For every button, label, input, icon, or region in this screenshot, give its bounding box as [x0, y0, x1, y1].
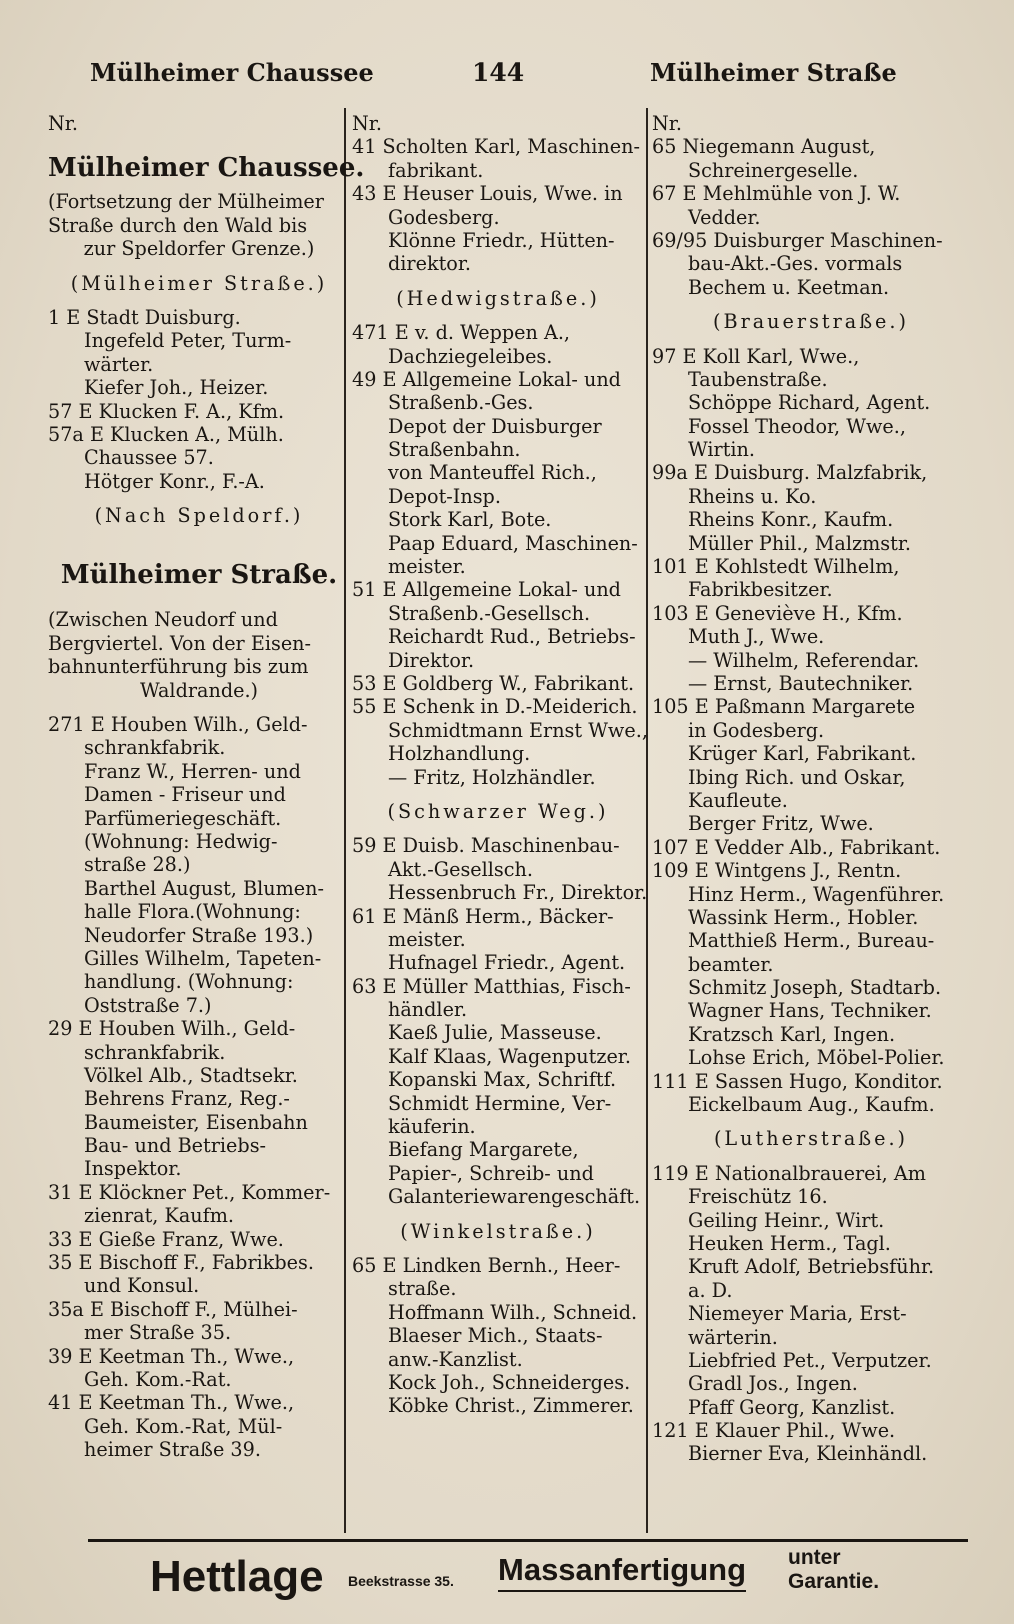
entry-line: Biefang Margarete,	[388, 1138, 579, 1162]
entry-line: schrankfabrik.	[84, 736, 226, 760]
entry-line: Fossel Theodor, Wwe.,	[688, 414, 906, 438]
spacer	[48, 295, 350, 306]
spacer	[352, 1209, 644, 1220]
entry-line: beamter.	[688, 952, 774, 976]
entry-line: 119 E Nationalbrauerei, Am	[652, 1161, 926, 1185]
entry-line: Matthieß Herm., Bureau-	[688, 929, 935, 953]
entry-line: Reichardt Rud., Betriebs-	[388, 625, 636, 649]
entry-line: Kaufleute.	[688, 788, 788, 812]
spacer	[652, 299, 970, 310]
entry-line: 49 E Allgemeine Lokal- und	[352, 367, 621, 391]
entry-line: Hötger Konr., F.-A.	[84, 469, 265, 493]
entry-line: straße.	[388, 1277, 457, 1301]
entry-line: Straßenbahn.	[388, 438, 521, 462]
entry-line: Freischütz 16.	[688, 1185, 828, 1209]
advertisement	[88, 1546, 968, 1614]
entry-line: Gradl Jos., Ingen.	[688, 1372, 858, 1396]
column-middle	[352, 112, 648, 1418]
entry-line: 105 E Paßmann Margarete	[652, 695, 916, 719]
entry-line: Fabrikbesitzer.	[688, 578, 833, 602]
entry-line: Lohse Erich, Möbel-Polier.	[688, 1046, 945, 1070]
entry-line: zienrat, Kaufm.	[84, 1204, 235, 1228]
entry-line: mer Straße 35.	[84, 1321, 232, 1345]
spacer	[652, 1151, 970, 1162]
entry-line: Pfaff Georg, Kanzlist.	[688, 1395, 896, 1419]
entry-line: direktor.	[388, 252, 471, 276]
entry-line: Taubenstraße.	[688, 367, 828, 391]
entry-line: meister.	[388, 555, 466, 579]
entry-line: Godesberg.	[388, 205, 500, 229]
entry-line: Hoffmann Wilh., Schneid.	[388, 1300, 638, 1324]
street-heading: Mülheimer Chaussee.	[48, 153, 365, 184]
entry-line: Berger Fritz, Wwe.	[688, 812, 874, 836]
entry-line: 41 Scholten Karl, Maschinen-	[352, 135, 640, 159]
spacer	[48, 261, 350, 272]
entry-line: Kopanski Max, Schriftf.	[388, 1068, 617, 1092]
entry-line: zur Speldorfer Grenze.)	[83, 237, 315, 261]
entry-line: Ingefeld Peter, Turm-	[84, 329, 292, 353]
spacer	[48, 702, 350, 713]
entry-line: Bierner Eva, Kleinhändl.	[688, 1442, 928, 1466]
entry-line: 101 E Kohlstedt Wilhelm,	[652, 555, 900, 579]
entry-line: Stork Karl, Bote.	[388, 508, 552, 532]
entry-line: Bau- und Betriebs-	[84, 1134, 267, 1158]
entry-line: käuferin.	[388, 1115, 476, 1139]
spacer	[652, 334, 970, 345]
entry-line: Akt.-Gesellsch.	[388, 857, 533, 881]
entry-line: 35a E Bischoff F., Mülhei-	[48, 1297, 298, 1321]
entry-line: 1 E Stadt Duisburg.	[48, 305, 241, 329]
entry-line: und Konsul.	[84, 1274, 200, 1298]
entry-line: Wagner Hans, Techniker.	[688, 999, 932, 1023]
spacer	[352, 789, 644, 800]
spacer	[48, 493, 350, 504]
spacer	[352, 310, 644, 321]
entry-line: Behrens Franz, Reg.-	[84, 1087, 290, 1111]
entry-line: Holzhandlung.	[388, 742, 531, 766]
spacer	[48, 597, 350, 608]
entry-line: 31 E Klöckner Pet., Kommer-	[48, 1180, 331, 1204]
entry-line: — Fritz, Holzhändler.	[388, 765, 596, 789]
spacer	[652, 1116, 970, 1127]
entry-line: a. D.	[688, 1278, 733, 1302]
entry-line: Depot der Duisburger	[388, 414, 602, 438]
entry-line: 65 Niegemann August,	[652, 135, 876, 159]
entry-line: (Fortsetzung der Mülheimer	[48, 190, 324, 214]
entry-line: Ibing Rich. und Oskar,	[688, 765, 906, 789]
entry-line: Kalf Klaas, Wagenputzer.	[388, 1044, 631, 1068]
entry-line: Krüger Karl, Fabrikant.	[688, 742, 917, 766]
cross-street: (Hedwigstraße.)	[396, 286, 600, 310]
entry-line: handlung. (Wohnung:	[84, 970, 294, 994]
entry-line: Muth J., Wwe.	[688, 625, 825, 649]
column-left	[48, 112, 365, 1462]
entry-line: Inspektor.	[84, 1157, 182, 1181]
entry-line: Klönne Friedr., Hütten-	[388, 228, 615, 252]
cross-street: (Brauerstraße.)	[712, 310, 909, 334]
entry-line: anw.-Kanzlist.	[388, 1347, 523, 1371]
page-number: 144	[472, 58, 525, 87]
entry-line: Wassink Herm., Hobler.	[688, 905, 919, 929]
running-head-right: Mülheimer Straße	[650, 58, 897, 87]
entry-line: Rheins u. Ko.	[688, 484, 817, 508]
entry-line: 29 E Houben Wilh., Geld-	[48, 1017, 296, 1041]
cross-street: (Nach Speldorf.)	[94, 504, 304, 528]
entry-line: 41 E Keetman Th., Wwe.,	[48, 1391, 295, 1415]
entry-line: 97 E Koll Karl, Wwe.,	[652, 344, 860, 368]
entry-line: — Wilhelm, Referendar.	[688, 648, 920, 672]
entry-line: Schöppe Richard, Agent.	[688, 391, 931, 415]
entry-line: Hessenbruch Fr., Direktor.	[388, 881, 648, 905]
spacer	[48, 527, 350, 553]
entry-line: 111 E Sassen Hugo, Konditor.	[652, 1069, 943, 1093]
spacer	[352, 1243, 644, 1254]
entry-line: Dachziegeleibes.	[388, 344, 553, 368]
entry-line: Blaeser Mich., Staats-	[388, 1324, 603, 1348]
entry-line: 43 E Heuser Louis, Wwe. in	[352, 182, 623, 206]
entry-line: Kock Joh., Schneiderges.	[388, 1370, 631, 1394]
ad-guarantee	[788, 1546, 879, 1594]
entry-line: 55 E Schenk in D.-Meiderich.	[352, 695, 638, 719]
column-rule	[646, 108, 648, 1533]
entry-line: Nr.	[652, 112, 682, 135]
entry-line: Nr.	[352, 112, 382, 135]
entry-line: schrankfabrik.	[84, 1040, 226, 1064]
entry-line: Parfümeriegeschäft.	[84, 806, 282, 830]
entry-line: Köbke Christ., Zimmerer.	[388, 1394, 634, 1418]
entry-line: Hufnagel Friedr., Agent.	[388, 951, 626, 975]
entry-line: händler.	[388, 998, 468, 1022]
entry-line: meister.	[388, 927, 466, 951]
entry-line: Niemeyer Maria, Erst-	[688, 1302, 907, 1326]
entry-line: 63 E Müller Matthias, Fisch-	[352, 974, 631, 998]
entry-line: 59 E Duisb. Maschinenbau-	[352, 834, 620, 858]
column-right	[652, 112, 970, 1466]
entry-line: 35 E Bischoff F., Fabrikbes.	[48, 1251, 314, 1275]
entry-line: 65 E Lindken Bernh., Heer-	[352, 1253, 621, 1277]
entry-line: 109 E Wintgens J., Rentn.	[652, 859, 902, 883]
entry-line: halle Flora.(Wohnung:	[84, 900, 301, 924]
entry-line: wärterin.	[688, 1325, 778, 1349]
entry-line: Nr.	[48, 112, 78, 135]
entry-line: Geiling Heinr., Wirt.	[688, 1208, 885, 1232]
entry-line: Hinz Herm., Wagenführer.	[688, 882, 945, 906]
ad-service: Massanfertigung	[498, 1550, 746, 1592]
entry-line: 53 E Goldberg W., Fabrikant.	[352, 671, 635, 695]
entry-line: Straßenb.-Gesellsch.	[388, 601, 591, 625]
entry-line: Kruft Adolf, Betriebsführ.	[688, 1255, 935, 1279]
entry-line: (Zwischen Neudorf und	[48, 608, 278, 632]
cross-street: (Mülheimer Straße.)	[70, 271, 328, 295]
entry-line: Oststraße 7.)	[84, 993, 212, 1017]
entry-line: Schmidt Hermine, Ver-	[388, 1091, 612, 1115]
entry-line: straße 28.)	[84, 853, 191, 877]
entry-line: 471 E v. d. Weppen A.,	[352, 321, 571, 345]
entry-line: Straßenb.-Ges.	[388, 391, 534, 415]
entry-line: von Manteuffel Rich.,	[388, 461, 597, 485]
entry-line: Gilles Wilhelm, Tapeten-	[84, 946, 322, 970]
ad-guarantee-line: unter	[788, 1546, 841, 1569]
entry-line: Müller Phil., Malzmstr.	[688, 531, 911, 555]
entry-line: 39 E Keetman Th., Wwe.,	[48, 1344, 295, 1368]
entry-line: 51 E Allgemeine Lokal- und	[352, 578, 621, 602]
entry-line: Eickelbaum Aug., Kaufm.	[688, 1093, 935, 1117]
entry-line: Barthel August, Blumen-	[84, 876, 324, 900]
entry-line: Geh. Kom.-Rat, Mül-	[84, 1414, 283, 1438]
entry-line: Direktor.	[388, 648, 475, 672]
entry-line: 61 E Mänß Herm., Bäcker-	[352, 904, 614, 928]
entry-line: Schmidtmann Ernst Wwe.,	[388, 718, 648, 742]
entry-line: heimer Straße 39.	[84, 1438, 261, 1462]
entry-line: Kratzsch Karl, Ingen.	[688, 1022, 896, 1046]
street-heading: Mülheimer Straße.	[60, 560, 338, 591]
entry-line: Straße durch den Wald bis	[48, 213, 308, 237]
ad-brand: Hettlage	[150, 1552, 324, 1601]
entry-line: Paap Eduard, Maschinen-	[388, 531, 638, 555]
entry-line: Heuken Herm., Tagl.	[688, 1231, 891, 1255]
entry-line: Waldrande.)	[139, 678, 259, 702]
entry-line: 57a E Klucken A., Mülh.	[48, 422, 284, 446]
entry-line: 69/95 Duisburger Maschinen-	[652, 228, 943, 252]
ad-guarantee-line: Garantie.	[788, 1570, 880, 1593]
spacer	[352, 823, 644, 834]
entry-line: Schmitz Joseph, Stadtarb.	[688, 976, 942, 1000]
spacer	[48, 135, 350, 146]
cross-street: (Lutherstraße.)	[713, 1127, 909, 1151]
entry-line: bau-Akt.-Ges. vormals	[688, 252, 903, 276]
entry-line: Franz W., Herren- und	[84, 759, 301, 783]
entry-line: — Ernst, Bautechniker.	[688, 671, 914, 695]
entry-line: Schreinergeselle.	[688, 158, 859, 182]
entry-line: Kaeß Julie, Masseuse.	[388, 1021, 602, 1045]
spacer	[352, 276, 644, 287]
running-head-left: Mülheimer Chaussee	[90, 58, 374, 87]
entry-line: Depot-Insp.	[388, 484, 501, 508]
entry-line: Wirtin.	[688, 438, 755, 462]
entry-line: Völkel Alb., Stadtsekr.	[84, 1063, 298, 1087]
entry-line: Baumeister, Eisenbahn	[84, 1110, 308, 1134]
entry-line: 57 E Klucken F. A., Kfm.	[48, 399, 285, 423]
entry-line: in Godesberg.	[688, 718, 825, 742]
entry-line: 271 E Houben Wilh., Geld-	[48, 713, 308, 737]
entry-line: Kiefer Joh., Heizer.	[84, 376, 269, 400]
entry-line: 103 E Geneviève H., Kfm.	[652, 601, 903, 625]
cross-street: (Winkelstraße.)	[400, 1219, 596, 1243]
entry-line: Geh. Kom.-Rat.	[84, 1367, 232, 1391]
entry-line: Liebfried Pet., Verputzer.	[688, 1348, 932, 1372]
cross-street: (Schwarzer Weg.)	[387, 799, 609, 823]
entry-line: (Wohnung: Hedwig-	[84, 829, 278, 853]
entry-line: 121 E Klauer Phil., Wwe.	[652, 1419, 896, 1443]
entry-line: Vedder.	[688, 205, 761, 229]
entry-line: Bergviertel. Von der Eisen-	[48, 631, 312, 655]
entry-line: Galanteriewarengeschäft.	[388, 1185, 641, 1209]
ad-address: Beekstrasse 35.	[348, 1573, 454, 1589]
entry-line: fabrikant.	[388, 158, 484, 182]
advertisement-rule	[88, 1539, 968, 1542]
entry-line: Neudorfer Straße 193.)	[84, 923, 314, 947]
entry-line: 33 E Gieße Franz, Wwe.	[48, 1227, 284, 1251]
entry-line: 67 E Mehlmühle von J. W.	[652, 182, 901, 206]
entry-line: Damen - Friseur und	[84, 783, 286, 807]
entry-line: Rheins Konr., Kaufm.	[688, 508, 894, 532]
entry-line: Papier-, Schreib- und	[388, 1161, 594, 1185]
entry-line: wärter.	[84, 352, 154, 376]
entry-line: 107 E Vedder Alb., Fabrikant.	[652, 835, 941, 859]
entry-line: bahnunterführung bis zum	[48, 655, 309, 679]
entry-line: Chaussee 57.	[84, 446, 214, 470]
entry-line: Bechem u. Keetman.	[688, 275, 890, 299]
entry-line: 99a E Duisburg. Malzfabrik,	[652, 461, 928, 485]
